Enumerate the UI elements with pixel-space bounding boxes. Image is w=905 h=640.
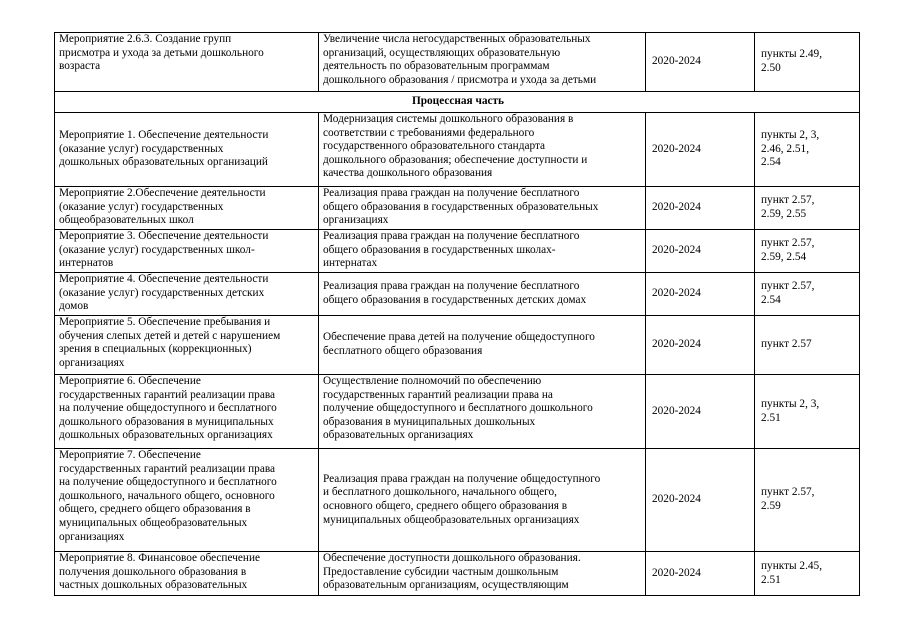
item-text: пункты 2.49, 2.50 [761, 48, 823, 74]
item-cell [755, 230, 860, 273]
event-text: Мероприятие 7. Обеспечение государственных гарантий реализации права на получение общедоступного и бесплатного дошкольного, начального общего, основного общего, среднего общего образования в муниципальных общеобразовательных организациях [59, 449, 277, 543]
table-row [55, 113, 860, 187]
program-events-table [54, 32, 860, 596]
result-cell [319, 552, 646, 596]
period-text: 2020-2024 [652, 244, 701, 257]
period-cell [646, 33, 755, 92]
table-row [55, 552, 860, 596]
item-text: пункты 2, 3, 2.46, 2.51, 2.54 [761, 129, 820, 169]
event-cell [55, 230, 319, 273]
item-cell [755, 552, 860, 596]
result-cell [319, 187, 646, 230]
event-text: Мероприятие 2.Обеспечение деятельности (оказание услуг) государственных общеобразовательных школ [59, 187, 266, 227]
item-text: пункты 2.45, 2.51 [761, 559, 823, 586]
event-cell [55, 552, 319, 596]
table-row [55, 316, 860, 375]
event-cell [55, 273, 319, 316]
event-text: Мероприятие 3. Обеспечение деятельности (оказание услуг) государственных школ- интернатов [59, 230, 269, 270]
event-text: Мероприятие 1. Обеспечение деятельности (оказание услуг) государственных дошкольных образовательных организаций [59, 129, 269, 169]
event-text: Мероприятие 5. Обеспечение пребывания и обучения слепых детей и детей с нарушением зрения в специальных (коррекционных) организациях [59, 316, 281, 369]
event-cell [55, 316, 319, 375]
table-row [55, 187, 860, 230]
period-text: 2020-2024 [652, 201, 701, 214]
item-cell [755, 33, 860, 92]
period-text: 2020-2024 [652, 566, 701, 579]
item-text: пункты 2, 3, 2.51 [761, 397, 820, 424]
period-text: 2020-2024 [652, 493, 701, 506]
period-cell [646, 113, 755, 187]
item-cell [755, 273, 860, 316]
period-text: 2020-2024 [652, 404, 701, 417]
period-cell [646, 230, 755, 273]
event-text: Мероприятие 6. Обеспечение государственных гарантий реализации права на получение общедоступного и бесплатного дошкольного образования в муниципальных дошкольных образовательных организациях [59, 375, 277, 442]
result-text: Модернизация системы дошкольного образования в соответствии с требованиями федерального государственного образовательного стандарта дошкольного образования; обеспечение доступности и качества дошкольного образования [323, 113, 588, 180]
result-text: Реализация права граждан на получение бесплатного общего образования в государственных образовательных организациях [323, 187, 599, 227]
period-cell [646, 187, 755, 230]
period-cell [646, 449, 755, 552]
event-text: Мероприятие 8. Финансовое обеспечение получения дошкольного образования в частных дошкольных образовательных [59, 552, 261, 592]
item-text: пункт 2.57, 2.59 [761, 486, 815, 512]
table-row [55, 230, 860, 273]
item-cell [755, 449, 860, 552]
period-text: 2020-2024 [652, 55, 701, 68]
result-cell [319, 375, 646, 449]
event-cell [55, 113, 319, 187]
result-cell [319, 230, 646, 273]
event-text: Мероприятие 2.6.3. Создание групп присмотра и ухода за детьми дошкольного возраста [59, 33, 264, 73]
result-text: Осуществление полномочий по обеспечению государственных гарантий реализации права на получение общедоступного и бесплатного дошкольного образования в муниципальных дошкольных образовательных организациях [323, 375, 593, 442]
result-text: Обеспечение доступности дошкольного образования. Предоставление субсидии частным дошкольным образовательным организациям, осуществляющим [323, 552, 581, 592]
result-text: Реализация права граждан на получение бесплатного общего образования в государственных детских домах [323, 280, 587, 306]
event-text: Мероприятие 4. Обеспечение деятельности (оказание услуг) государственных детских домов [59, 273, 269, 313]
event-cell [55, 449, 319, 552]
event-cell [55, 375, 319, 449]
item-text: пункт 2.57, 2.54 [761, 280, 815, 306]
item-cell [755, 375, 860, 449]
item-text: пункт 2.57, 2.59, 2.54 [761, 237, 815, 263]
period-cell [646, 273, 755, 316]
item-cell [755, 187, 860, 230]
item-cell [755, 113, 860, 187]
table-row [55, 273, 860, 316]
result-text: Реализация права граждан на получение общедоступного и бесплатного дошкольного, начального общего, основного общего, среднего общего образования в муниципальных общеобразовательных организациях [323, 472, 601, 526]
period-cell [646, 375, 755, 449]
item-cell [755, 316, 860, 375]
result-text: Увеличение числа негосударственных образовательных организаций, осуществляющих образовательную деятельность по образовательным программам дошкольного образования / присмотра и ухода за детьми [323, 33, 597, 86]
result-cell [319, 449, 646, 552]
period-cell [646, 316, 755, 375]
result-cell [319, 316, 646, 375]
section-row [55, 92, 860, 113]
table-row [55, 449, 860, 552]
period-cell [646, 552, 755, 596]
result-text: Реализация права граждан на получение бесплатного общего образования в государственных школах- интернатах [323, 230, 580, 270]
table-row [55, 375, 860, 449]
period-text: 2020-2024 [652, 338, 701, 351]
section-title: Процессная часть [55, 92, 860, 113]
period-text: 2020-2024 [652, 287, 701, 300]
item-text: пункт 2.57, 2.59, 2.55 [761, 194, 815, 220]
result-cell [319, 273, 646, 316]
event-cell [55, 33, 319, 92]
result-text: Обеспечение права детей на получение общедоступного бесплатного общего образования [323, 331, 595, 357]
result-cell [319, 113, 646, 187]
event-cell [55, 187, 319, 230]
period-text: 2020-2024 [652, 142, 701, 155]
result-cell [319, 33, 646, 92]
table-row [55, 33, 860, 92]
item-text: пункт 2.57 [761, 338, 812, 351]
